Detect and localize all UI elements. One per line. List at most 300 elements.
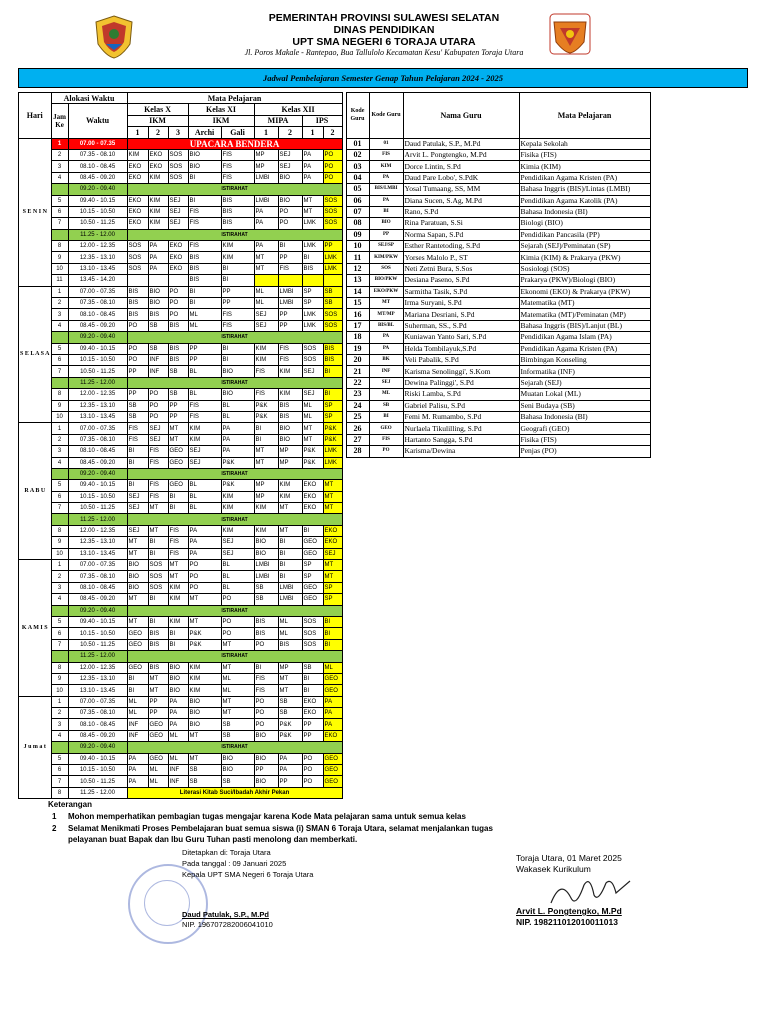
subject-cell: PO bbox=[148, 411, 168, 422]
subject-cell: PP bbox=[323, 241, 342, 252]
schedule-row bbox=[19, 423, 651, 434]
jam-ke: 1 bbox=[51, 286, 68, 297]
schedule-row bbox=[19, 411, 651, 422]
subject-cell: BI bbox=[148, 537, 168, 548]
empty-cell bbox=[346, 765, 369, 776]
note-number: 1 bbox=[52, 812, 57, 821]
empty-cell bbox=[369, 537, 403, 548]
waktu: 09.40 - 10.15 bbox=[68, 195, 127, 206]
subject-cell: BI bbox=[278, 241, 302, 252]
empty-cell bbox=[346, 457, 369, 468]
schedule-row bbox=[19, 377, 651, 388]
waktu: 08.10 - 08.45 bbox=[68, 161, 127, 172]
subject-cell: ML bbox=[127, 708, 148, 719]
subject-cell: PO bbox=[323, 161, 342, 172]
subject-cell: SOS bbox=[323, 320, 342, 331]
subject-cell: BI bbox=[148, 616, 168, 627]
header-alokasi: Alokasi Waktu bbox=[51, 93, 127, 104]
subject-cell: FIS bbox=[278, 343, 302, 354]
subject-cell: EKO bbox=[127, 218, 148, 229]
subject-cell: KIM bbox=[278, 480, 302, 491]
subject-cell: SOS bbox=[302, 616, 323, 627]
subject-cell: SOS bbox=[302, 343, 323, 354]
subject-cell: PP bbox=[127, 366, 148, 377]
subject-cell: BI bbox=[127, 446, 148, 457]
jam-ke: 11 bbox=[51, 275, 68, 286]
subject-cell: BIS bbox=[254, 616, 278, 627]
subject-cell: BI bbox=[127, 685, 148, 696]
subject-cell: MT bbox=[127, 594, 148, 605]
subject-cell: PA bbox=[148, 263, 168, 274]
jam-ke: 7 bbox=[51, 776, 68, 787]
subject-cell: MT bbox=[148, 525, 168, 536]
subject-cell: PA bbox=[188, 525, 221, 536]
empty-cell bbox=[519, 753, 650, 764]
empty-cell bbox=[519, 628, 650, 639]
subject-cell: SP bbox=[323, 582, 342, 593]
subject-cell: BI bbox=[127, 480, 148, 491]
header-class-1: 1 bbox=[127, 127, 148, 138]
subject-cell: FIS bbox=[221, 149, 254, 160]
subject-cell: BL bbox=[188, 366, 221, 377]
subject-cell: BL bbox=[221, 560, 254, 571]
subject-cell: INF bbox=[148, 354, 168, 365]
teacher-code: FIS bbox=[369, 149, 403, 160]
teacher-number: 16 bbox=[346, 309, 369, 320]
teacher-subject: Fisika (FIS) bbox=[519, 149, 650, 160]
schedule-row bbox=[19, 719, 651, 730]
empty-cell bbox=[346, 582, 369, 593]
subject-cell: SEJ bbox=[168, 218, 188, 229]
subject-cell: KIM bbox=[278, 366, 302, 377]
teacher-subject: Prakarya (PKW)/Biologi (BIO) bbox=[519, 275, 650, 286]
schedule-row bbox=[19, 241, 651, 252]
empty-cell bbox=[369, 639, 403, 650]
letterhead-address: Jl. Poros Makale - Rantepao, Bua Tallulolo Kecamatan Kesu' Kabupaten Toraja Utara bbox=[244, 48, 524, 57]
teacher-name: Dewina Palinggi', S.Pd bbox=[403, 377, 519, 388]
notes-title: Keterangan bbox=[48, 800, 93, 809]
subject-cell: PP bbox=[127, 389, 148, 400]
subject-cell: BI bbox=[188, 298, 221, 309]
jam-ke: 3 bbox=[51, 582, 68, 593]
subject-cell: INF bbox=[168, 765, 188, 776]
teacher-number: 08 bbox=[346, 218, 369, 229]
subject-cell: KIM bbox=[168, 594, 188, 605]
subject-cell: MT bbox=[302, 434, 323, 445]
subject-cell: BI bbox=[221, 275, 254, 286]
subject-cell: BIO bbox=[278, 172, 302, 183]
subject-cell: SB bbox=[127, 400, 148, 411]
empty-cell bbox=[369, 594, 403, 605]
schedule-row bbox=[19, 218, 651, 229]
teacher-number: 12 bbox=[346, 263, 369, 274]
subject-cell: BIS bbox=[221, 218, 254, 229]
teacher-subject: Matematika (MT) bbox=[519, 298, 650, 309]
subject-cell: GEO bbox=[127, 639, 148, 650]
empty-cell bbox=[403, 582, 519, 593]
subject-cell: MT bbox=[188, 594, 221, 605]
subject-cell: EKO bbox=[302, 503, 323, 514]
subject-cell: PA bbox=[254, 206, 278, 217]
subject-cell: MT bbox=[254, 263, 278, 274]
teacher-code: PA bbox=[369, 332, 403, 343]
schedule-row bbox=[19, 275, 651, 286]
subject-cell: MT bbox=[221, 662, 254, 673]
subject-cell: SB bbox=[278, 708, 302, 719]
subject-cell: P&K bbox=[302, 446, 323, 457]
subject-cell: FIS bbox=[278, 263, 302, 274]
subject-cell: EKO bbox=[323, 730, 342, 741]
teacher-number: 07 bbox=[346, 206, 369, 217]
subject-cell: KIM bbox=[188, 423, 221, 434]
subject-cell: PA bbox=[168, 696, 188, 707]
subject-cell: BI bbox=[168, 491, 188, 502]
empty-cell bbox=[346, 503, 369, 514]
subject-cell: BIO bbox=[148, 298, 168, 309]
jam-ke: 10 bbox=[51, 548, 68, 559]
empty-cell bbox=[403, 560, 519, 571]
jam-ke: 6 bbox=[51, 765, 68, 776]
subject-cell: SEJ bbox=[323, 548, 342, 559]
subject-cell: P&K bbox=[188, 639, 221, 650]
subject-cell: MT bbox=[278, 685, 302, 696]
teacher-code: PO bbox=[369, 446, 403, 457]
waktu: 12.35 - 13.10 bbox=[68, 673, 127, 684]
subject-cell: LMK bbox=[302, 320, 323, 331]
empty-cell bbox=[403, 730, 519, 741]
empty-cell bbox=[346, 537, 369, 548]
waktu: 09.40 - 10.15 bbox=[68, 753, 127, 764]
jam-ke: 6 bbox=[51, 354, 68, 365]
subject-cell: ML bbox=[188, 320, 221, 331]
waktu: 13.10 - 13.45 bbox=[68, 548, 127, 559]
jam-ke: 3 bbox=[51, 161, 68, 172]
teacher-code: INF bbox=[369, 366, 403, 377]
subject-cell: SB bbox=[188, 765, 221, 776]
subject-cell: FIS bbox=[188, 411, 221, 422]
subject-cell: GEO bbox=[148, 753, 168, 764]
subject-cell: FIS bbox=[254, 685, 278, 696]
subject-cell: GEO bbox=[323, 753, 342, 764]
subject-cell: PP bbox=[254, 765, 278, 776]
empty-cell bbox=[403, 537, 519, 548]
jam-ke: 5 bbox=[51, 195, 68, 206]
waktu: 08.45 - 09.20 bbox=[68, 320, 127, 331]
jam-ke: 6 bbox=[51, 491, 68, 502]
subject-cell: PO bbox=[148, 400, 168, 411]
subject-cell: BI bbox=[188, 172, 221, 183]
empty-cell bbox=[403, 628, 519, 639]
subject-cell: PA bbox=[127, 753, 148, 764]
subject-cell: MT bbox=[127, 616, 148, 627]
subject-cell: P&K bbox=[188, 628, 221, 639]
subject-cell: MT bbox=[323, 491, 342, 502]
jam-ke: 8 bbox=[51, 662, 68, 673]
schedule-row bbox=[19, 400, 651, 411]
subject-cell: KIM bbox=[188, 434, 221, 445]
teacher-subject: Seni Budaya (SB) bbox=[519, 400, 650, 411]
subject-cell: BI bbox=[127, 673, 148, 684]
subject-cell: BIS bbox=[188, 252, 221, 263]
empty-cell bbox=[403, 571, 519, 582]
subject-cell: ML bbox=[188, 309, 221, 320]
subject-cell: FIS bbox=[278, 354, 302, 365]
subject-cell: MT bbox=[221, 696, 254, 707]
subject-cell: BI bbox=[278, 548, 302, 559]
teacher-number: 01 bbox=[346, 138, 369, 149]
subject-cell: PA bbox=[254, 241, 278, 252]
empty-cell bbox=[519, 537, 650, 548]
subject-cell: SB bbox=[323, 286, 342, 297]
subject-cell: ML bbox=[302, 411, 323, 422]
schedule-row bbox=[19, 389, 651, 400]
teacher-subject: Matematika (MT)/Peminatan (MP) bbox=[519, 309, 650, 320]
empty-cell bbox=[346, 594, 369, 605]
subject-cell: KIM bbox=[168, 616, 188, 627]
subject-cell: FIS bbox=[221, 309, 254, 320]
jam-ke: 3 bbox=[51, 719, 68, 730]
teacher-subject: Bimbingan Konseling bbox=[519, 354, 650, 365]
header-ips-1: 1 bbox=[302, 127, 323, 138]
waktu: 12.00 - 12.35 bbox=[68, 389, 127, 400]
empty-cell bbox=[403, 605, 519, 616]
subject-cell: BIO bbox=[127, 582, 148, 593]
schedule-row bbox=[19, 138, 651, 149]
subject-cell: KIM bbox=[221, 241, 254, 252]
empty-cell bbox=[403, 468, 519, 479]
schedule-row bbox=[19, 582, 651, 593]
subject-cell: SB bbox=[221, 730, 254, 741]
teacher-code: PA bbox=[369, 195, 403, 206]
teacher-name: Suherman, SS., S.Pd bbox=[403, 320, 519, 331]
subject-cell: SEJ bbox=[188, 457, 221, 468]
teacher-subject: Pendidikan Pancasila (PP) bbox=[519, 229, 650, 240]
subject-cell: PO bbox=[278, 218, 302, 229]
vice-principal-name: Arvit L. Pongtengko, M.Pd bbox=[516, 906, 622, 916]
principal-name: Daud Patulak, S.P., M.Pd bbox=[182, 910, 269, 919]
empty-cell bbox=[369, 605, 403, 616]
teacher-subject: Ekonomi (EKO) & Prakarya (PKW) bbox=[519, 286, 650, 297]
sign-place: Ditetapkan di: Toraja Utara bbox=[182, 848, 271, 857]
empty-cell bbox=[403, 685, 519, 696]
teacher-name: Rano, S.Pd bbox=[403, 206, 519, 217]
subject-cell: FIS bbox=[168, 548, 188, 559]
waktu: 12.00 - 12.35 bbox=[68, 525, 127, 536]
subject-cell: EKO bbox=[302, 696, 323, 707]
header-mipa-2: 2 bbox=[278, 127, 302, 138]
waktu: 12.00 - 12.35 bbox=[68, 241, 127, 252]
subject-cell: SOS bbox=[168, 172, 188, 183]
empty-cell bbox=[403, 753, 519, 764]
subject-cell: SEJ bbox=[148, 434, 168, 445]
subject-cell: PA bbox=[221, 434, 254, 445]
waktu: 08.45 - 09.20 bbox=[68, 457, 127, 468]
teacher-subject: Sejarah (SEJ)/Peminatan (SP) bbox=[519, 241, 650, 252]
province-emblem-logo bbox=[92, 14, 136, 60]
jam-ke: 8 bbox=[51, 525, 68, 536]
waktu: 11.25 - 12.00 bbox=[68, 787, 127, 798]
schedule-row bbox=[19, 548, 651, 559]
jam-ke: 4 bbox=[51, 594, 68, 605]
teacher-name: Neti Zetni Bura, S.Sos bbox=[403, 263, 519, 274]
subject-cell: SOS bbox=[148, 571, 168, 582]
subject-cell: BIO bbox=[254, 730, 278, 741]
subject-cell: PP bbox=[302, 730, 323, 741]
subject-cell: FIS bbox=[148, 457, 168, 468]
subject-cell: LMBI bbox=[278, 582, 302, 593]
letterhead-line-1: PEMERINTAH PROVINSI SULAWESI SELATAN bbox=[268, 12, 500, 24]
subject-cell: BL bbox=[188, 389, 221, 400]
teacher-name: Nurlaela Tikulilling, S.Pd bbox=[403, 423, 519, 434]
subject-cell: ML bbox=[254, 298, 278, 309]
waktu: 08.10 - 08.45 bbox=[68, 446, 127, 457]
subject-cell: SOS bbox=[302, 354, 323, 365]
schedule-row bbox=[19, 616, 651, 627]
teacher-name: Mariana Desriani, S.Pd bbox=[403, 309, 519, 320]
header-mipa: MIPA bbox=[254, 115, 302, 126]
waktu: 07.00 - 07.35 bbox=[68, 286, 127, 297]
subject-cell: BIS bbox=[323, 343, 342, 354]
subject-cell: FIS bbox=[254, 673, 278, 684]
schedule-row bbox=[19, 525, 651, 536]
subject-cell: MT bbox=[254, 446, 278, 457]
teacher-code: KIM/PKW bbox=[369, 252, 403, 263]
empty-cell bbox=[519, 560, 650, 571]
subject-cell: SB bbox=[323, 298, 342, 309]
header-ikm-x: IKM bbox=[127, 115, 188, 126]
waktu: 09.20 - 09.40 bbox=[68, 184, 127, 195]
subject-cell: BIS bbox=[127, 309, 148, 320]
teacher-name: Diana Sucen, S.Ag, M.Pd bbox=[403, 195, 519, 206]
teacher-number: 03 bbox=[346, 161, 369, 172]
empty-cell bbox=[403, 719, 519, 730]
jam-ke: 9 bbox=[51, 673, 68, 684]
subject-cell: LMBI bbox=[254, 560, 278, 571]
teacher-name: Hartanto Sangga, S.Pd bbox=[403, 434, 519, 445]
subject-cell: LMBI bbox=[278, 298, 302, 309]
subject-cell: P&K bbox=[323, 434, 342, 445]
subject-cell: PA bbox=[221, 446, 254, 457]
teacher-code: BIS/BL bbox=[369, 320, 403, 331]
subject-cell: BI bbox=[323, 616, 342, 627]
header-ips: IPS bbox=[302, 115, 342, 126]
subject-cell: SEJ bbox=[254, 320, 278, 331]
subject-cell: BL bbox=[188, 491, 221, 502]
subject-cell: MT bbox=[323, 480, 342, 491]
teacher-name: Dorce Lintin, S.Pd bbox=[403, 161, 519, 172]
empty-cell bbox=[519, 605, 650, 616]
subject-cell: BI bbox=[148, 548, 168, 559]
subject-cell: BIO bbox=[127, 571, 148, 582]
waktu: 07.00 - 07.35 bbox=[68, 696, 127, 707]
subject-cell: BI bbox=[188, 195, 221, 206]
subject-cell: PO bbox=[221, 594, 254, 605]
empty-cell bbox=[519, 491, 650, 502]
schedule-row bbox=[19, 252, 651, 263]
waktu: 10.50 - 11.25 bbox=[68, 366, 127, 377]
subject-cell: KIM bbox=[148, 172, 168, 183]
subject-cell bbox=[323, 275, 342, 286]
subject-cell: BIO bbox=[221, 366, 254, 377]
upacara-label: UPACARA BENDERA bbox=[127, 138, 342, 149]
subject-cell: GEO bbox=[127, 628, 148, 639]
empty-cell bbox=[369, 548, 403, 559]
subject-cell: GEO bbox=[302, 582, 323, 593]
waktu: 07.35 - 08.10 bbox=[68, 298, 127, 309]
waktu: 10.15 - 10.50 bbox=[68, 765, 127, 776]
subject-cell: MP bbox=[278, 457, 302, 468]
subject-cell: SOS bbox=[168, 161, 188, 172]
subject-cell: MP bbox=[254, 161, 278, 172]
schedule-row bbox=[19, 605, 651, 616]
teacher-code: PA bbox=[369, 343, 403, 354]
schedule-row bbox=[19, 366, 651, 377]
subject-cell: SP bbox=[302, 298, 323, 309]
jam-ke bbox=[51, 468, 68, 479]
subject-cell: MT bbox=[168, 560, 188, 571]
empty-cell bbox=[519, 742, 650, 753]
teacher-number: 10 bbox=[346, 241, 369, 252]
waktu: 07.35 - 08.10 bbox=[68, 149, 127, 160]
empty-cell bbox=[403, 708, 519, 719]
subject-cell: MT bbox=[302, 206, 323, 217]
header-class-3: 3 bbox=[168, 127, 188, 138]
empty-cell bbox=[519, 582, 650, 593]
subject-cell: BI bbox=[278, 571, 302, 582]
subject-cell: MT bbox=[254, 252, 278, 263]
school-logo bbox=[548, 12, 592, 56]
jam-ke: 10 bbox=[51, 263, 68, 274]
jam-ke: 8 bbox=[51, 389, 68, 400]
empty-cell bbox=[403, 639, 519, 650]
subject-cell: MP bbox=[254, 149, 278, 160]
subject-cell: BIS bbox=[168, 320, 188, 331]
header-gali: Gali bbox=[221, 127, 254, 138]
teacher-name: Helda Tombilayuk,S.Pd bbox=[403, 343, 519, 354]
empty-cell bbox=[369, 673, 403, 684]
empty-cell bbox=[519, 514, 650, 525]
empty-cell bbox=[403, 673, 519, 684]
teacher-code: PA bbox=[369, 172, 403, 183]
subject-cell: LMK bbox=[323, 252, 342, 263]
header-jam-ke: Jam Ke bbox=[51, 104, 68, 138]
subject-cell bbox=[278, 275, 302, 286]
teacher-subject: Geografi (GEO) bbox=[519, 423, 650, 434]
waktu: 09.40 - 10.15 bbox=[68, 480, 127, 491]
teacher-subject: Penjas (PO) bbox=[519, 446, 650, 457]
schedule-row bbox=[19, 457, 651, 468]
subject-cell: PA bbox=[254, 218, 278, 229]
subject-cell: PA bbox=[127, 776, 148, 787]
teacher-name: Gabriel Palisu, S.Pd bbox=[403, 400, 519, 411]
subject-cell: P&K bbox=[221, 480, 254, 491]
empty-cell bbox=[346, 776, 369, 787]
subject-cell: SOS bbox=[302, 628, 323, 639]
subject-cell: BIS bbox=[148, 662, 168, 673]
subject-cell: BIO bbox=[221, 753, 254, 764]
ist-label: ISTIRAHAT bbox=[127, 468, 342, 479]
subject-cell: SOS bbox=[168, 149, 188, 160]
subject-cell: MT bbox=[168, 434, 188, 445]
teacher-code: BIO/PKW bbox=[369, 275, 403, 286]
subject-cell: LMBI bbox=[254, 172, 278, 183]
subject-cell: SOS bbox=[148, 560, 168, 571]
subject-cell: MT bbox=[188, 730, 221, 741]
schedule-row bbox=[19, 537, 651, 548]
empty-cell bbox=[403, 742, 519, 753]
subject-cell: GEO bbox=[323, 776, 342, 787]
subject-cell: MT bbox=[221, 639, 254, 650]
